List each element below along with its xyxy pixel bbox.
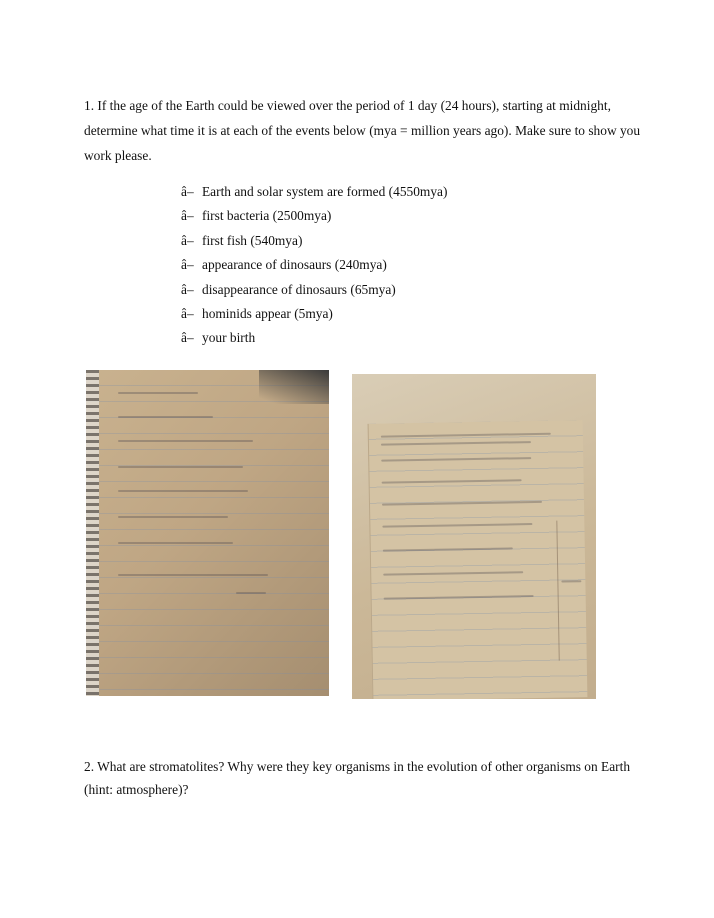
handwritten-work-photo-left xyxy=(86,370,329,696)
event-label: first bacteria (2500mya) xyxy=(202,208,332,224)
event-label: appearance of dinosaurs (240mya) xyxy=(202,257,387,273)
list-item xyxy=(181,326,581,350)
bullet-marker: â– xyxy=(181,257,194,273)
bullet-marker: â– xyxy=(181,208,194,224)
paper-sheet xyxy=(368,420,588,699)
handwriting-mark xyxy=(236,592,266,594)
handwriting-mark xyxy=(118,574,268,576)
list-item xyxy=(181,204,581,228)
event-label: hominids appear (5mya) xyxy=(202,305,333,321)
question-2-text: 2. What are stromatolites? Why were they key organisms in the evolution of other organisms on Earth (hint: atmosphere)? xyxy=(84,759,631,797)
event-label: Earth and solar system are formed (4550mya) xyxy=(202,184,448,199)
event-label: your birth xyxy=(202,330,256,346)
list-item xyxy=(181,278,581,302)
handwritten-work-photo-right xyxy=(352,374,596,699)
event-label: disappearance of dinosaurs (65mya) xyxy=(202,281,396,297)
handwriting-mark xyxy=(118,440,253,442)
list-item xyxy=(181,180,581,204)
handwriting-mark xyxy=(118,490,248,492)
handwriting-mark xyxy=(118,392,198,394)
handwriting-mark xyxy=(118,466,243,468)
bullet-marker: â– xyxy=(181,184,194,199)
bullet-marker: â– xyxy=(181,232,194,248)
list-item xyxy=(181,302,581,326)
bullet-marker: â– xyxy=(181,330,194,346)
handwriting-mark xyxy=(118,416,213,418)
event-label: first fish (540mya) xyxy=(202,232,303,248)
notebook-spiral xyxy=(86,370,99,696)
question-1-text: 1. If the age of the Earth could be viewed over the period of 1 day (24 hours), starting at midnight, determine what time it is at each of the events below (mya = million years ago). Make sure to show you work please. xyxy=(84,98,641,163)
handwriting-mark xyxy=(561,580,581,582)
list-item xyxy=(181,229,581,253)
bullet-marker: â– xyxy=(181,281,194,297)
event-list xyxy=(181,180,581,351)
paper-lines xyxy=(369,420,588,699)
handwriting-mark xyxy=(118,542,233,544)
bullet-marker: â– xyxy=(181,305,194,321)
paper-lines xyxy=(86,370,329,696)
handwriting-mark xyxy=(118,516,228,518)
list-item xyxy=(181,253,581,277)
photo-shadow xyxy=(259,370,329,404)
